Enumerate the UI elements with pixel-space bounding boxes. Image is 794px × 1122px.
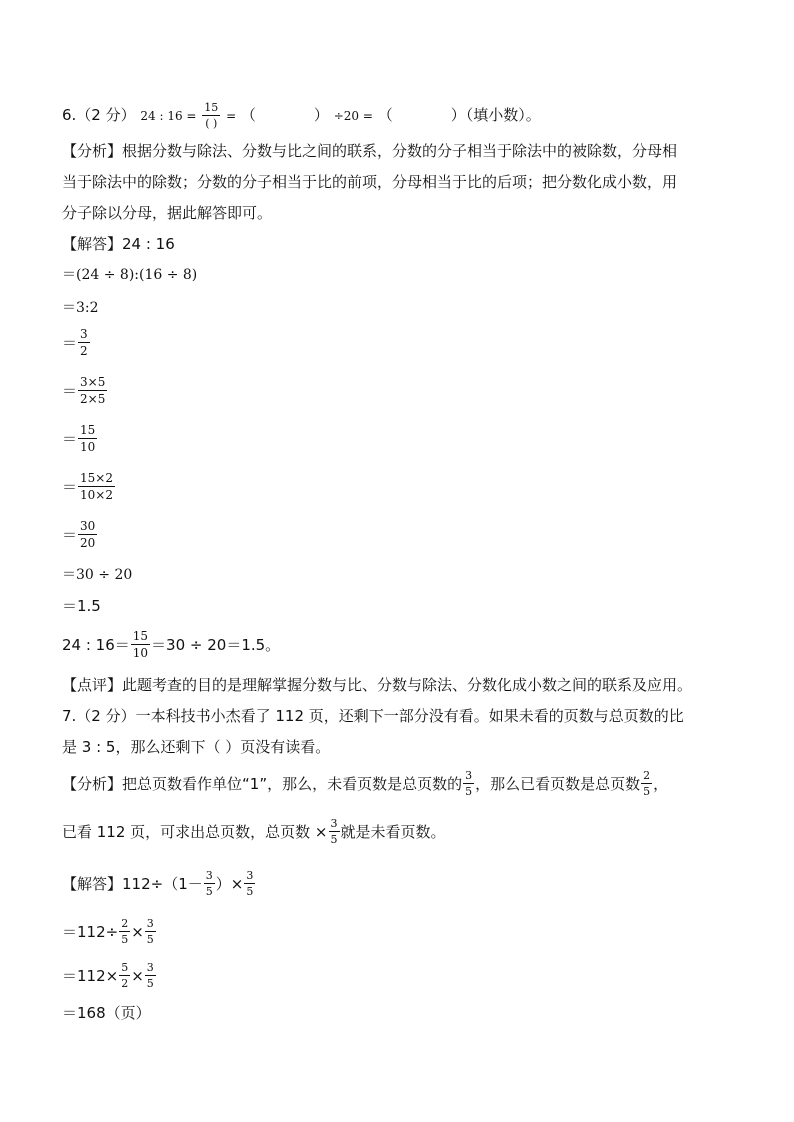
q6-analysis-line-2: 当于除法中的除数；分数的分子相当于比的前项，分母相当于比的后项；把分数化成小数，用 xyxy=(62,173,678,191)
q7-solution-line-4: ＝168（页） xyxy=(62,1004,151,1022)
fraction-denominator: 2 xyxy=(80,344,88,358)
equals-sign: ＝ xyxy=(62,381,78,400)
fraction-denominator: 10×2 xyxy=(80,488,113,502)
question-6 xyxy=(62,102,541,129)
fraction-denominator: 5 xyxy=(146,933,154,946)
fraction-numerator: 15 xyxy=(132,629,149,643)
solution-text: × xyxy=(131,966,144,985)
q6-summary xyxy=(62,630,280,659)
fraction xyxy=(78,472,115,501)
equals-sign: = xyxy=(226,109,237,123)
fraction xyxy=(78,520,97,549)
fraction xyxy=(329,818,340,845)
summary-ratio: 24 : 16＝ xyxy=(62,635,130,654)
solution-text: ）× xyxy=(215,874,244,893)
q7-analysis-line-1 xyxy=(62,770,668,797)
summary-result: ＝30 ÷ 20＝1.5。 xyxy=(151,635,281,654)
solution-text: 【解答】112÷（1－ xyxy=(62,874,203,893)
blank-1-open: （ xyxy=(240,106,256,124)
fraction-numerator: 15 xyxy=(80,423,96,437)
equals-sign: ＝ xyxy=(62,525,78,544)
fraction-numerator: 2 xyxy=(121,917,129,930)
q6-step-6 xyxy=(62,472,116,501)
question-6-division: ÷20 = xyxy=(333,109,373,123)
solution-text: ＝112× xyxy=(62,966,119,985)
q7-analysis-line-2 xyxy=(62,818,446,845)
q6-step-3 xyxy=(62,328,91,357)
fraction-numerator: 3 xyxy=(146,961,154,974)
fraction xyxy=(78,376,107,405)
fraction-denominator: 5 xyxy=(330,833,338,846)
fraction xyxy=(463,770,474,797)
question-7-line-1: 7.（2 分）一本科技书小杰看了 112 页，还剩下一部分没有看。如果未看的页数与总页数的比 xyxy=(62,707,684,725)
fraction xyxy=(78,328,90,357)
analysis-text: 就是未看页数。 xyxy=(340,822,446,841)
q6-step-1: ＝(24 ÷ 8):(16 ÷ 8) xyxy=(62,267,198,283)
blank-2-open: （ xyxy=(377,106,393,124)
fraction-denominator: 2×5 xyxy=(80,392,106,406)
fraction-numerator: 3 xyxy=(80,327,88,341)
blank-1-close: ） xyxy=(313,106,329,124)
analysis-text: ，那么已看页数是总页数 xyxy=(475,774,641,793)
q6-analysis-line-1: 【分析】根据分数与除法、分数与比之间的联系，分数的分子相当于除法中的被除数，分母相 xyxy=(62,142,678,160)
fraction-denominator: 10 xyxy=(80,440,96,454)
q6-step-7 xyxy=(62,520,98,549)
fraction xyxy=(244,870,255,897)
fraction-numerator: 30 xyxy=(80,519,96,533)
q6-step-4 xyxy=(62,376,108,405)
equals-sign: ＝ xyxy=(62,477,78,496)
fraction-numerator: 15 xyxy=(204,101,219,114)
equals-sign: ＝ xyxy=(62,429,78,448)
fraction-numerator: 3 xyxy=(465,769,473,782)
q6-comment: 【点评】此题考查的目的是理解掌握分数与比、分数与除法、分数化成小数之间的联系及应用。 xyxy=(62,676,693,694)
q6-step-2: ＝3:2 xyxy=(62,300,99,316)
fraction-numerator: 3 xyxy=(146,917,154,930)
analysis-text: 【分析】把总页数看作单位“1”，那么，未看页数是总页数的 xyxy=(62,774,463,793)
q6-step-9: ＝1.5 xyxy=(62,597,101,615)
analysis-text: ， xyxy=(653,774,669,793)
fraction-denominator: 20 xyxy=(80,536,96,550)
fraction-numerator: 15×2 xyxy=(80,471,113,485)
fraction xyxy=(119,918,130,945)
fraction xyxy=(145,918,156,945)
fraction-denominator: 10 xyxy=(132,646,149,660)
q6-analysis-line-3: 分子除以分母，据此解答即可。 xyxy=(62,204,273,222)
q7-solution-line-2 xyxy=(62,918,157,945)
solution-text: × xyxy=(131,922,144,941)
fraction-denominator: 5 xyxy=(205,885,213,898)
fraction xyxy=(145,962,156,989)
fraction-numerator: 3 xyxy=(205,869,213,882)
question-6-number: 6.（2 分） xyxy=(62,106,136,124)
fraction-denominator: 2 xyxy=(121,977,129,990)
fraction xyxy=(78,424,97,453)
question-7-line-2: 是 3 : 5，那么还剩下（ ）页没有读看。 xyxy=(62,738,331,756)
question-6-suffix: ）（填小数）。 xyxy=(450,106,541,124)
fraction-numerator: 5 xyxy=(121,961,129,974)
equals-sign: ＝ xyxy=(62,333,78,352)
fraction-denominator: 5 xyxy=(146,977,154,990)
q7-solution-line-3 xyxy=(62,962,157,989)
q6-step-5 xyxy=(62,424,98,453)
fraction-denominator: 5 xyxy=(465,785,473,798)
fraction-denominator: ( ) xyxy=(205,117,218,130)
fraction-denominator: 5 xyxy=(121,933,129,946)
fraction-numerator: 3 xyxy=(330,817,338,830)
solution-text: ＝112÷ xyxy=(62,922,119,941)
fraction-denominator: 5 xyxy=(246,885,254,898)
fraction-numerator: 3×5 xyxy=(80,375,106,389)
q7-solution-line-1 xyxy=(62,870,256,897)
fraction xyxy=(131,630,150,659)
fraction-numerator: 2 xyxy=(643,769,651,782)
q6-solution-label: 【解答】24 : 16 xyxy=(62,235,175,253)
question-6-fraction xyxy=(202,102,220,129)
fraction xyxy=(641,770,652,797)
fraction xyxy=(119,962,130,989)
question-6-ratio: 24 : 16 = xyxy=(140,109,197,123)
analysis-text: 已看 112 页，可求出总页数，总页数 × xyxy=(62,822,328,841)
q6-step-8: ＝30 ÷ 20 xyxy=(62,567,133,583)
fraction-denominator: 5 xyxy=(643,785,651,798)
fraction xyxy=(204,870,215,897)
fraction-numerator: 3 xyxy=(246,869,254,882)
